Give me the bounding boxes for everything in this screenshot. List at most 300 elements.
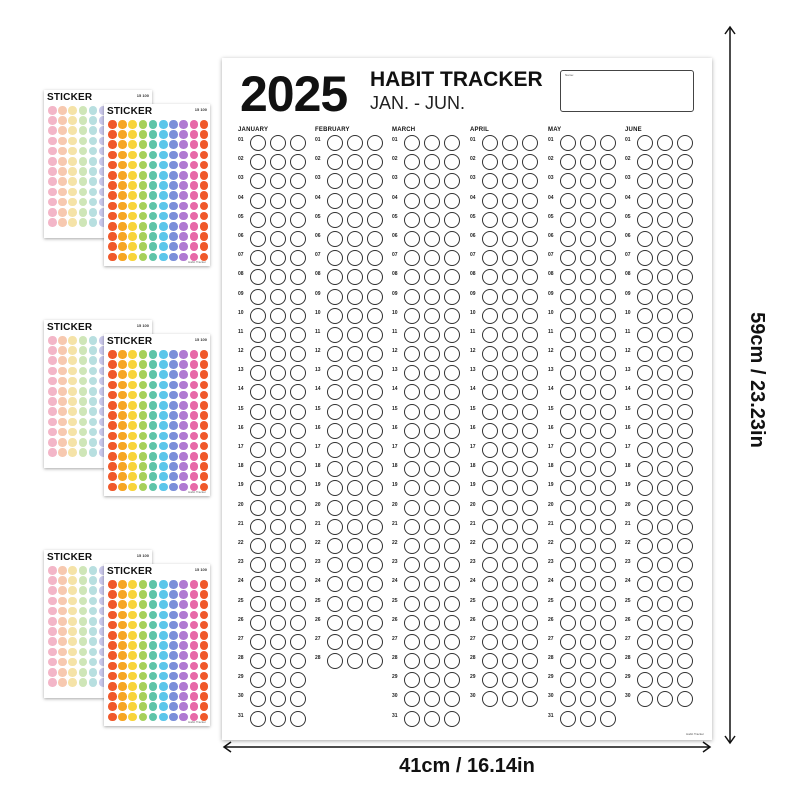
day-row — [315, 288, 389, 307]
day-number: 25 — [548, 597, 554, 604]
habit-circle — [677, 461, 693, 477]
sticker-dot — [118, 682, 127, 691]
sticker-dot — [179, 472, 188, 481]
day-number: 12 — [392, 348, 398, 355]
sticker-dot — [48, 116, 57, 125]
habit-circle — [290, 269, 306, 285]
sticker-dot — [79, 367, 88, 376]
sticker-dot — [128, 253, 137, 262]
day-row — [315, 383, 389, 402]
sticker-dot — [179, 442, 188, 451]
habit-circle — [250, 596, 266, 612]
sticker-dot — [128, 432, 137, 441]
habit-circle — [600, 404, 616, 420]
day-number: 05 — [548, 213, 554, 220]
sticker-dot — [58, 448, 67, 457]
habit-circle — [482, 365, 498, 381]
sticker-dot — [139, 370, 148, 379]
sticker-dot — [149, 600, 158, 609]
habit-circle — [580, 500, 596, 516]
habit-circle — [327, 365, 343, 381]
day-number: 08 — [315, 271, 321, 278]
sticker-dot — [58, 377, 67, 386]
day-row — [238, 211, 312, 230]
sticker-dot — [149, 181, 158, 190]
sticker-dot — [89, 397, 98, 406]
sticker-dot — [48, 367, 57, 376]
sticker-dot — [159, 631, 168, 640]
sticker-dot — [169, 350, 178, 359]
sticker-dot — [108, 580, 117, 589]
habit-circle — [270, 538, 286, 554]
sticker-dot — [58, 586, 67, 595]
day-number: 29 — [625, 674, 631, 681]
sticker-dot — [108, 421, 117, 430]
sticker-dot — [58, 218, 67, 227]
habit-circle — [424, 365, 440, 381]
sticker-dot — [89, 387, 98, 396]
sticker-dot — [58, 637, 67, 646]
habit-circle — [424, 442, 440, 458]
sheet-count: 15 100 — [194, 567, 207, 572]
day-number: 04 — [238, 194, 244, 201]
habit-circle — [522, 365, 538, 381]
day-number: 04 — [470, 194, 476, 201]
sticker-dot — [200, 161, 209, 170]
sticker-dot — [190, 212, 199, 221]
habit-circle — [600, 212, 616, 228]
habit-circle — [270, 500, 286, 516]
habit-circle — [424, 250, 440, 266]
day-row — [548, 595, 622, 614]
habit-circle — [444, 634, 460, 650]
day-number: 22 — [315, 539, 321, 546]
habit-circle — [522, 615, 538, 631]
day-row — [315, 249, 389, 268]
habit-circle — [424, 711, 440, 727]
sticker-dot — [128, 641, 137, 650]
habit-circle — [600, 250, 616, 266]
sticker-dot — [118, 370, 127, 379]
sticker-dot — [48, 627, 57, 636]
day-row — [470, 537, 544, 556]
habit-circle — [444, 327, 460, 343]
habit-circle — [560, 519, 576, 535]
habit-circle — [404, 672, 420, 688]
sticker-dot — [190, 641, 199, 650]
habit-circle — [522, 289, 538, 305]
day-row — [625, 422, 699, 441]
sticker-dot — [169, 662, 178, 671]
day-number: 10 — [548, 309, 554, 316]
habit-circle — [444, 615, 460, 631]
habit-circle — [677, 557, 693, 573]
day-row — [315, 652, 389, 671]
sticker-dot — [179, 580, 188, 589]
sticker-dot — [200, 662, 209, 671]
habit-circle — [637, 327, 653, 343]
sticker-dot — [108, 130, 117, 139]
day-row — [625, 499, 699, 518]
habit-circle — [600, 480, 616, 496]
habit-circle — [482, 596, 498, 612]
habit-circle — [580, 404, 596, 420]
habit-circle — [657, 500, 673, 516]
sticker-dot — [190, 631, 199, 640]
habit-circle — [367, 653, 383, 669]
day-row — [625, 690, 699, 709]
sticker-dot — [179, 641, 188, 650]
habit-circle — [404, 250, 420, 266]
day-row — [625, 671, 699, 690]
habit-circle — [444, 289, 460, 305]
habit-circle — [657, 519, 673, 535]
day-number: 12 — [315, 348, 321, 355]
sticker-dot — [190, 452, 199, 461]
habit-circle — [250, 500, 266, 516]
habit-circle — [600, 596, 616, 612]
sticker-dot — [169, 462, 178, 471]
sticker-dot — [159, 120, 168, 129]
sticker-dot — [108, 651, 117, 660]
sticker-dot — [139, 202, 148, 211]
day-number: 26 — [315, 616, 321, 623]
sticker-dot — [200, 672, 209, 681]
habit-circle — [290, 711, 306, 727]
habit-circle — [580, 269, 596, 285]
habit-circle — [367, 519, 383, 535]
sticker-dot — [169, 222, 178, 231]
habit-circle — [637, 672, 653, 688]
habit-circle — [657, 596, 673, 612]
habit-circle — [482, 461, 498, 477]
sheet-footer: Habit Tracker — [188, 490, 206, 494]
sticker-dot — [159, 472, 168, 481]
habit-circle — [444, 461, 460, 477]
sticker-dot — [200, 432, 209, 441]
day-row — [625, 307, 699, 326]
sticker-dot — [169, 360, 178, 369]
habit-circle — [580, 557, 596, 573]
day-number: 29 — [238, 674, 244, 681]
habit-circle — [290, 576, 306, 592]
sticker-dot — [108, 672, 117, 681]
sticker-dot — [108, 462, 117, 471]
habit-circle — [290, 519, 306, 535]
sticker-dot — [89, 377, 98, 386]
day-number: 25 — [392, 597, 398, 604]
habit-circle — [677, 154, 693, 170]
habit-circle — [522, 308, 538, 324]
day-row — [392, 307, 466, 326]
sticker-dot — [118, 621, 127, 630]
day-number: 23 — [315, 559, 321, 566]
day-number: 31 — [392, 712, 398, 719]
habit-circle — [560, 365, 576, 381]
sticker-dot — [200, 130, 209, 139]
day-row — [238, 403, 312, 422]
habit-circle — [560, 289, 576, 305]
habit-circle — [347, 404, 363, 420]
habit-circle — [444, 691, 460, 707]
habit-circle — [424, 346, 440, 362]
day-number: 18 — [625, 463, 631, 470]
day-row — [548, 211, 622, 230]
habit-circle — [677, 250, 693, 266]
sticker-dot — [149, 202, 158, 211]
sticker-dot — [58, 167, 67, 176]
sticker-dot — [200, 181, 209, 190]
habit-circle — [560, 596, 576, 612]
sticker-dot — [68, 147, 77, 156]
habit-circle — [502, 672, 518, 688]
sticker-dot — [169, 452, 178, 461]
sticker-dot — [128, 360, 137, 369]
habit-circle — [600, 500, 616, 516]
day-number: 27 — [548, 635, 554, 642]
habit-circle — [522, 500, 538, 516]
sticker-dot — [79, 407, 88, 416]
habit-circle — [657, 384, 673, 400]
habit-circle — [560, 212, 576, 228]
sticker-dot — [149, 140, 158, 149]
day-number: 23 — [548, 559, 554, 566]
sticker-dot — [179, 651, 188, 660]
habit-circle — [522, 423, 538, 439]
sticker-dot — [190, 370, 199, 379]
day-number: 20 — [238, 501, 244, 508]
day-row — [392, 403, 466, 422]
sticker-dot — [139, 452, 148, 461]
day-row — [238, 172, 312, 191]
habit-circle — [502, 173, 518, 189]
habit-circle — [502, 423, 518, 439]
sticker-dot — [159, 161, 168, 170]
sticker-dot — [139, 631, 148, 640]
day-row — [392, 710, 466, 729]
habit-circle — [580, 135, 596, 151]
habit-circle — [290, 634, 306, 650]
habit-circle — [580, 672, 596, 688]
sticker-dot — [108, 222, 117, 231]
sticker-dot — [48, 586, 57, 595]
habit-circle — [502, 308, 518, 324]
sticker-dot — [200, 242, 209, 251]
day-number: 13 — [315, 367, 321, 374]
habit-circle — [637, 423, 653, 439]
habit-circle — [657, 615, 673, 631]
sticker-dot — [108, 140, 117, 149]
sheet-title: STICKER — [107, 336, 153, 347]
habit-circle — [444, 596, 460, 612]
sticker-dot — [68, 678, 77, 687]
day-row — [548, 422, 622, 441]
sticker-dot — [169, 242, 178, 251]
sticker-dot — [108, 702, 117, 711]
habit-circle — [482, 404, 498, 420]
sticker-dot — [159, 202, 168, 211]
habit-circle — [424, 672, 440, 688]
day-number: 23 — [392, 559, 398, 566]
sticker-dot — [200, 202, 209, 211]
sticker-dot — [128, 442, 137, 451]
sticker-dot — [128, 421, 137, 430]
sticker-dot — [179, 432, 188, 441]
sticker-dot — [48, 377, 57, 386]
sticker-dot — [200, 682, 209, 691]
habit-circle — [250, 711, 266, 727]
habit-circle — [367, 634, 383, 650]
sticker-dot — [68, 116, 77, 125]
habit-circle — [327, 557, 343, 573]
habit-circle — [327, 576, 343, 592]
sticker-dot — [190, 140, 199, 149]
habit-circle — [404, 212, 420, 228]
habit-circle — [560, 404, 576, 420]
day-number: 17 — [392, 444, 398, 450]
day-number: 29 — [548, 674, 554, 681]
day-number: 17 — [625, 444, 631, 450]
sticker-dot — [190, 702, 199, 711]
sticker-dot — [169, 483, 178, 492]
sticker-dot — [169, 151, 178, 160]
sheet-count: 15 100 — [136, 93, 149, 98]
sticker-dot — [149, 421, 158, 430]
habit-circle — [290, 289, 306, 305]
day-row — [470, 192, 544, 211]
habit-circle — [657, 135, 673, 151]
day-row — [548, 710, 622, 729]
day-number: 10 — [315, 309, 321, 316]
habit-circle — [250, 289, 266, 305]
day-row — [548, 288, 622, 307]
habit-circle — [482, 250, 498, 266]
habit-circle — [657, 691, 673, 707]
sticker-dot — [79, 126, 88, 135]
day-number: 21 — [470, 520, 476, 527]
sticker-dot — [108, 181, 117, 190]
sticker-dot — [169, 161, 178, 170]
sticker-dot — [108, 411, 117, 420]
habit-circle — [367, 231, 383, 247]
sticker-dot — [79, 356, 88, 365]
sticker-dot — [128, 370, 137, 379]
sticker-dot — [179, 191, 188, 200]
habit-circle — [290, 500, 306, 516]
habit-circle — [522, 404, 538, 420]
sticker-dot — [159, 621, 168, 630]
day-row — [548, 690, 622, 709]
habit-circle — [290, 365, 306, 381]
sticker-dot — [200, 611, 209, 620]
day-row — [548, 537, 622, 556]
habit-circle — [482, 480, 498, 496]
habit-circle — [444, 135, 460, 151]
day-number: 27 — [315, 635, 321, 642]
day-row — [548, 249, 622, 268]
sticker-dot — [200, 411, 209, 420]
day-number: 30 — [470, 693, 476, 700]
day-number: 26 — [548, 616, 554, 623]
sticker-dot — [48, 208, 57, 217]
day-number: 08 — [625, 271, 631, 278]
sticker-dot — [79, 576, 88, 585]
sticker-dot — [139, 472, 148, 481]
sticker-dot — [179, 350, 188, 359]
sticker-dot — [169, 411, 178, 420]
sticker-dot — [190, 442, 199, 451]
habit-circle — [560, 173, 576, 189]
day-row — [470, 614, 544, 633]
sticker-dot — [190, 360, 199, 369]
day-row — [625, 364, 699, 383]
day-number: 27 — [392, 635, 398, 642]
sticker-dot — [159, 140, 168, 149]
day-number: 13 — [548, 367, 554, 374]
sticker-dot — [89, 678, 98, 687]
sticker-dot — [118, 181, 127, 190]
habit-circle — [250, 653, 266, 669]
sticker-dot — [89, 208, 98, 217]
day-number: 30 — [392, 693, 398, 700]
habit-circle — [560, 576, 576, 592]
height-dimension-arrow — [724, 25, 736, 745]
habit-circle — [522, 154, 538, 170]
day-row — [470, 671, 544, 690]
habit-circle — [482, 519, 498, 535]
day-number: 22 — [392, 539, 398, 546]
sticker-dot — [89, 586, 98, 595]
sticker-dot — [179, 682, 188, 691]
sticker-dot — [118, 432, 127, 441]
sticker-dot — [139, 713, 148, 722]
habit-circle — [367, 576, 383, 592]
habit-circle — [327, 212, 343, 228]
day-number: 04 — [625, 194, 631, 201]
sticker-dot — [169, 181, 178, 190]
sticker-dot — [159, 672, 168, 681]
sticker-dot — [190, 672, 199, 681]
habit-circle — [560, 423, 576, 439]
sticker-dot — [179, 672, 188, 681]
day-number: 15 — [238, 405, 244, 412]
habit-circle — [637, 346, 653, 362]
sticker-dot — [179, 181, 188, 190]
habit-circle — [347, 250, 363, 266]
day-row — [392, 595, 466, 614]
sticker-dot — [169, 253, 178, 262]
habit-circle — [677, 135, 693, 151]
habit-circle — [404, 384, 420, 400]
sticker-dot — [89, 167, 98, 176]
sticker-dot — [89, 147, 98, 156]
sticker-dot — [128, 391, 137, 400]
sticker-dot — [159, 462, 168, 471]
sticker-dot — [118, 442, 127, 451]
habit-circle — [677, 672, 693, 688]
habit-circle — [444, 308, 460, 324]
habit-circle — [327, 327, 343, 343]
sticker-dot — [179, 590, 188, 599]
habit-circle — [677, 691, 693, 707]
sticker-dot — [169, 232, 178, 241]
habit-circle — [560, 461, 576, 477]
sticker-dot — [58, 346, 67, 355]
sticker-dot — [48, 678, 57, 687]
sticker-dot — [149, 171, 158, 180]
habit-circle — [580, 480, 596, 496]
day-number: 11 — [470, 328, 476, 335]
